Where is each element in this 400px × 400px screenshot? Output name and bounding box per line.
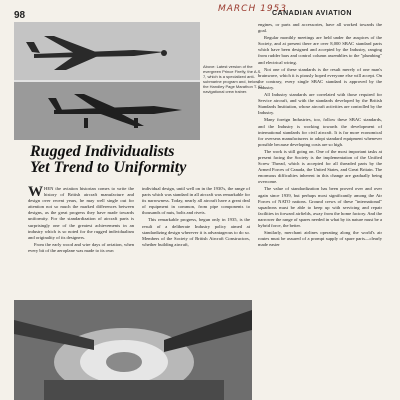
paragraph: Similarly, merchant airlines operating along the world's air routes must be assured of a prompt supply of spare parts—clearly made easier — [258, 230, 382, 248]
handwritten-date-note: MARCH 1953 — [218, 4, 287, 14]
paragraph: The value of standardization has been proved over and over again since 1939, but perhaps most significantly among the Air Forces of NATO nations. Ground crews of these "international" squadrons must be able to keep up with servicing and repair facilities in forward airfields, away from the home factory. And the narrower the range of spares needed in what by its nature must be a hybrid force, the better. — [258, 186, 382, 228]
engine-illustration — [14, 300, 252, 400]
paragraph: All Industry standards are correlated with those required for Service aircraft, and with the standards developed by the British Standards Institution, whose aircraft activities are controlled by the Industry. — [258, 92, 382, 116]
production-photo-bottom — [14, 300, 252, 400]
paragraph-text: HEN the aviation historian comes to write the history of British aircraft manufacture and design over recent years, he may well single out for attention not so much the marked differences between designs, as the great progress they have made towards uniformity. For the standardization of aircraft parts is surprisingly one of the greatest achievements in an industry which is so noted for the rugged individualism and originality of its designers. — [28, 186, 134, 240]
paragraph — [28, 186, 134, 241]
paragraph: individual design, until well on in the 1930's, the range of parts which was standard in all aircraft was remarkable for its narrowness. Today, nearly all aircraft have a great deal of equipment in common, from pipe components to thousands of nuts, bolts and rivets. — [142, 186, 250, 216]
page-number: 98 — [14, 10, 26, 21]
paragraph: Regular monthly meetings are held under the auspices of the Society, and at present there are over 8,000 SBAC standard parts which have been designed and accepted by the Industry, ranging from rudder bars and control column assemblies to the "plumbing" and electrical wiring. — [258, 35, 382, 65]
headline-line-2: Yet Trend to Uniformity — [30, 159, 187, 176]
article-column-2 — [142, 186, 250, 249]
paragraph: The work is still going on. One of the most important tasks at present facing the Society is the implementation of the Unified Screw Thread, which is accepted for all threaded parts by the Armed Forces of Canada, the United States, and Great Britain. The enormous difficulties inherent in this change are gradually being overcome. — [258, 148, 382, 185]
drop-cap: W — [28, 184, 43, 200]
article-headline — [30, 144, 250, 176]
paragraph: Many foreign Industries, too, follow these SBAC standards, and the Industry is working towards the development of international standards for civil aircraft. It is far more economical for overseas manufacturers to adopt standard equipment whenever possible because developing costs are so high. — [258, 117, 382, 147]
figure-caption: Above: Latest version of the evergreen Prince Firefly, the A.S. 7, which is a specialized anti-submarine program and, below, the Handley Page Marathon T. 11 navigational crew trainer. — [203, 64, 263, 94]
headline-line-1: Rugged Individualists — [30, 143, 175, 160]
aircraft-silhouettes — [14, 22, 200, 140]
aircraft-photo-top — [14, 22, 200, 140]
paragraph: Not one of these standards is the result merely of one man's brainwave, which it is piously hoped everyone else will accept. On the contrary, every single SBAC standard is approved by the Industry. — [258, 66, 382, 90]
running-head: CANADIAN AVIATION — [272, 10, 352, 17]
article-column-1 — [28, 186, 134, 255]
paragraph: From the early wood and wire days of aviation, when every bit of the aeroplane was made to its own — [28, 241, 134, 253]
paragraph: This remarkable progress, begun only in 1935, is the result of a deliberate Industry policy aimed at standardizing design wherever it is advantageous to do so. Members of the Society of British Aircraft Constructors, whether building aircraft, — [142, 217, 250, 247]
paragraph: engines, or parts and accessories, have all worked towards the goal. — [258, 22, 382, 34]
article-column-3 — [258, 22, 382, 249]
